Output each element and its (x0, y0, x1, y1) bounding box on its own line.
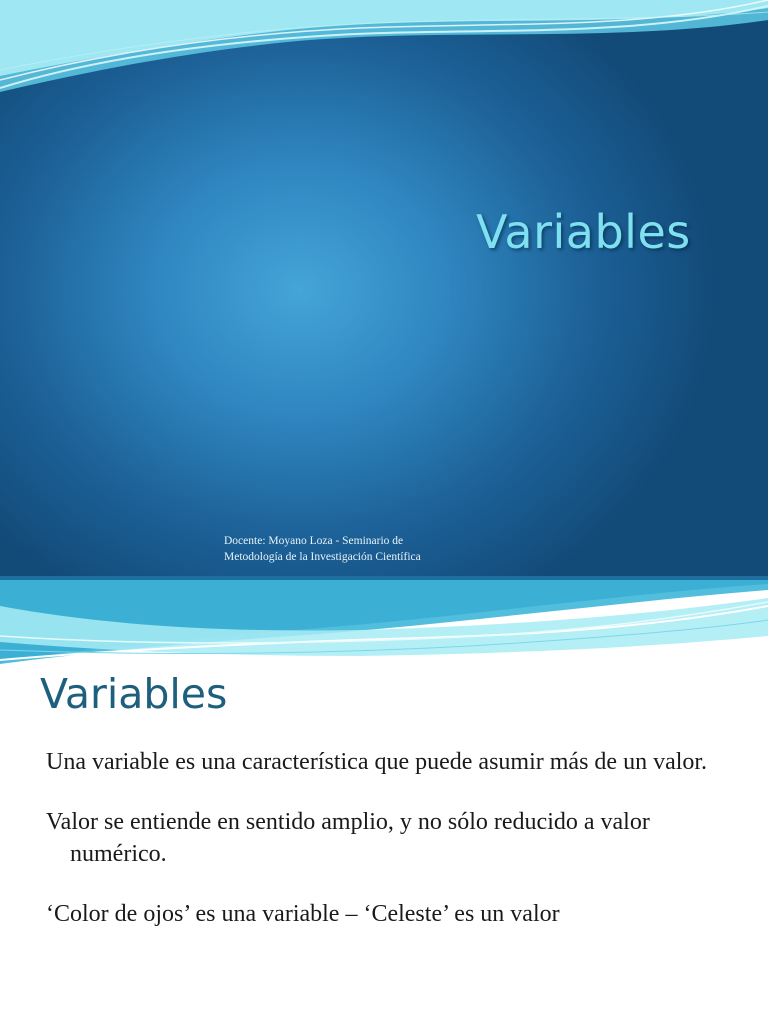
content-body (46, 746, 746, 958)
subtitle-line-2: Metodología de la Investigación Científica (224, 551, 421, 563)
top-wave-decoration (0, 0, 768, 110)
content-title: Variables (40, 670, 228, 718)
paragraph: Una variable es una característica que puede asumir más de un valor. (46, 749, 708, 775)
slide-subtitle (224, 533, 484, 565)
subtitle-line-1: Docente: Moyano Loza - Seminario de (224, 535, 404, 547)
slide-title: Variables (476, 205, 691, 259)
bottom-wave-decoration (0, 576, 768, 666)
paragraph: Valor se entiende en sentido amplio, y no sólo reducido a valor numérico. (46, 809, 650, 867)
paragraph: ‘Color de ojos’ es una variable – ‘Celeste’ es un valor (46, 901, 560, 927)
